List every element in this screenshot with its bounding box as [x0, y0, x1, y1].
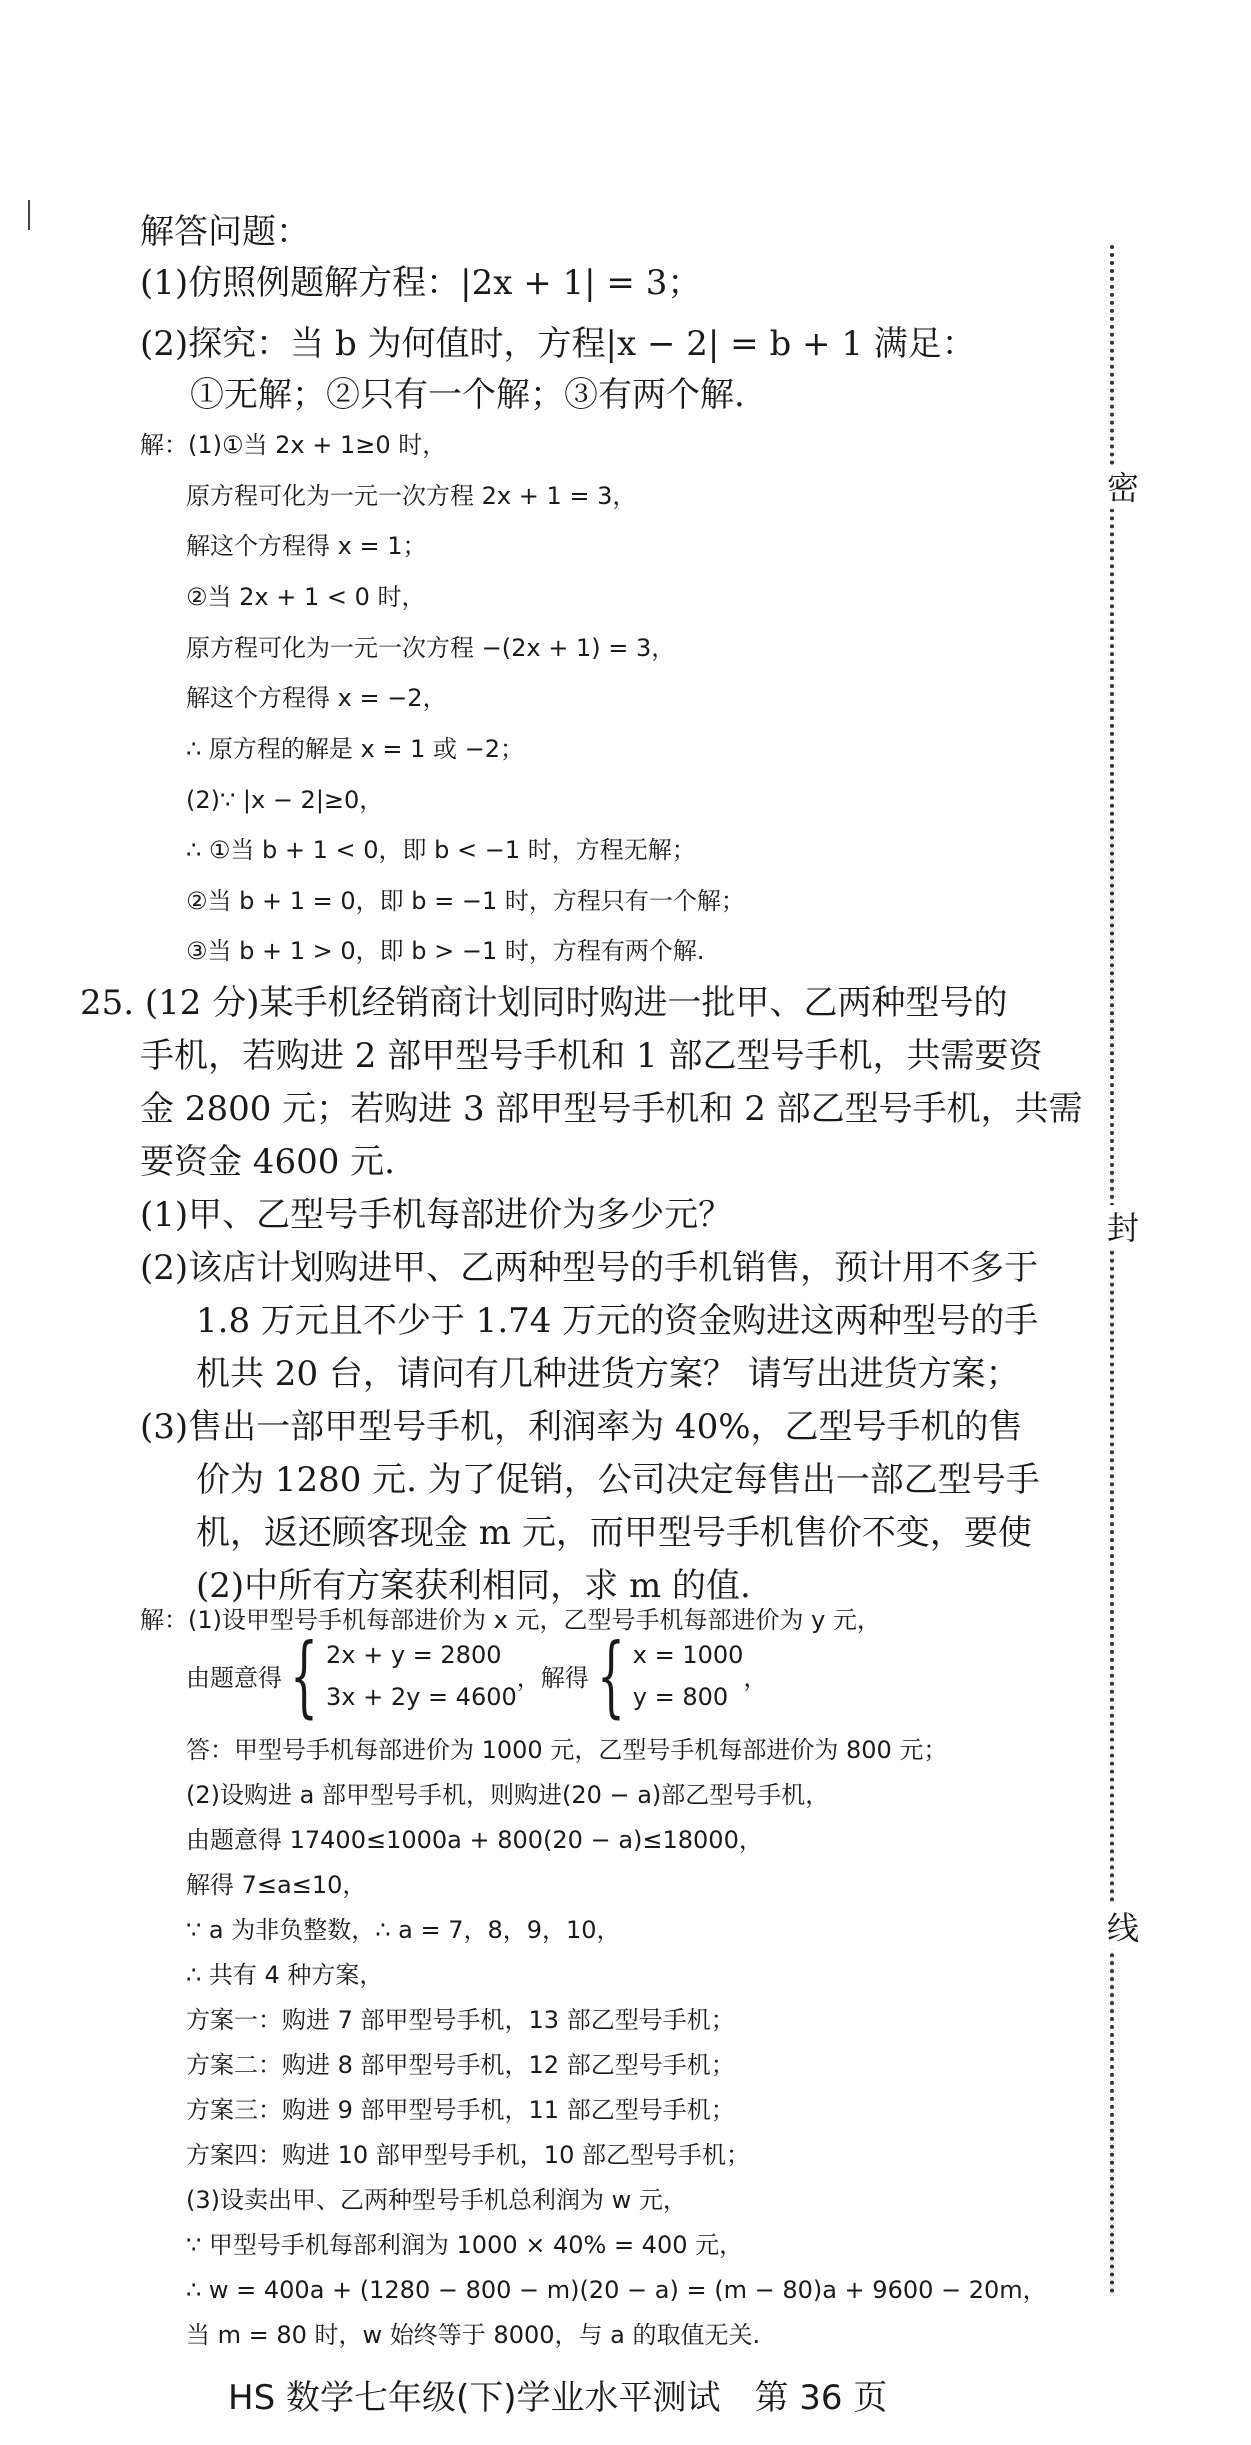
p25-solution-first: 解：(1)设甲型号手机每部进价为 x 元，乙型号手机每部进价为 y 元，: [140, 1606, 881, 1634]
problem25-line: 金 2800 元；若购进 3 部甲型号手机和 2 部乙型号手机，共需: [140, 1089, 1083, 1129]
p25-solution-line: ∵ 甲型号手机每部利润为 1000 × 40% = 400 元，: [186, 2231, 744, 2259]
system-eq1: 2x + y = 2800: [326, 1640, 502, 1669]
problem24-intro: 解答问题：: [140, 212, 310, 252]
p24-solution-line: 解这个方程得 x = −2，: [186, 684, 447, 712]
p25-solution-line: 答：甲型号手机每部进价为 1000 元，乙型号手机每部进价为 800 元；: [186, 1736, 948, 1764]
p25-solution-line: ∵ a 为非负整数，∴ a = 7，8，9，10，: [186, 1916, 621, 1944]
binding-mark-feng: 封: [1098, 1205, 1144, 1249]
problem25-line: 机共 20 台，请问有几种进货方案？ 请写出进货方案；: [196, 1354, 1020, 1394]
left-brace: {: [596, 1624, 625, 1727]
problem25-subq2: (2)该店计划购进甲、乙两种型号的手机销售，预计用不多于: [140, 1248, 1039, 1288]
system-results: [633, 1641, 744, 1711]
plan-four: 方案四：购进 10 部甲型号手机，10 部乙型号手机；: [186, 2141, 750, 2169]
page-footer: HS 数学七年级(下)学业水平测试 第 36 页: [228, 2378, 888, 2418]
binding-mark-mi: 密: [1098, 465, 1144, 509]
p24-solution-line: ②当 b + 1 = 0，即 b = −1 时，方程只有一个解；: [186, 887, 745, 915]
plan-two: 方案二：购进 8 部甲型号手机，12 部乙型号手机；: [186, 2051, 735, 2079]
p25-solution-line: 当 m = 80 时，w 始终等于 8000，与 a 的取值无关.: [186, 2321, 761, 2349]
problem25-subq1: (1)甲、乙型号手机每部进价为多少元？: [140, 1195, 733, 1235]
p24-solution-line: ∴ 原方程的解是 x = 1 或 −2；: [186, 735, 525, 763]
problem24-q2: (2)探究：当 b 为何值时，方程|x − 2| = b + 1 满足：: [140, 324, 976, 364]
problem25-line: 机，返还顾客现金 m 元，而甲型号手机售价不变，要使: [196, 1513, 1032, 1553]
p25-solution-line: (2)设购进 a 部甲型号手机，则购进(20 − a)部乙型号手机，: [186, 1781, 830, 1809]
binding-mark-xian: 线: [1098, 1905, 1144, 1949]
system-res2: y = 800: [632, 1682, 729, 1711]
p24-solution-line: 解：(1)①当 2x + 1≥0 时，: [140, 431, 447, 459]
p24-solution-line: (2)∵ |x − 2|≥0，: [186, 786, 384, 814]
p24-solution-line: 原方程可化为一元一次方程 −(2x + 1) = 3，: [186, 634, 676, 662]
plan-one: 方案一：购进 7 部甲型号手机，13 部乙型号手机；: [186, 2006, 735, 2034]
system-prefix: 由题意得: [186, 1664, 282, 1693]
p25-solution-line: ∴ w = 400a + (1280 − 800 − m)(20 − a) = (m − 80)a + 9600 − 20m，: [186, 2276, 1047, 2304]
system-equations: [326, 1641, 517, 1711]
problem25-subq3: (3)售出一部甲型号手机，利润率为 40%，乙型号手机的售: [140, 1407, 1023, 1447]
system-eq2: 3x + 2y = 4600: [326, 1682, 517, 1711]
p24-solution-line: 原方程可化为一元一次方程 2x + 1 = 3，: [186, 482, 637, 510]
problem25-line: 手机，若购进 2 部甲型号手机和 1 部乙型号手机，共需要资: [140, 1036, 1043, 1076]
p24-solution-line: 解这个方程得 x = 1；: [186, 532, 427, 560]
system-res1: x = 1000: [632, 1640, 744, 1669]
p24-solution-line: ∴ ①当 b + 1 < 0，即 b < −1 时，方程无解；: [186, 836, 696, 864]
p25-solution-line: 解得 7≤a≤10，: [186, 1871, 367, 1899]
plan-three: 方案三：购进 9 部甲型号手机，11 部乙型号手机；: [186, 2096, 735, 2124]
problem25-line: 价为 1280 元. 为了促销，公司决定每售出一部乙型号手: [196, 1460, 1040, 1500]
p25-solution-line: (3)设卖出甲、乙两种型号手机总利润为 w 元，: [186, 2186, 687, 2214]
binding-dotted-line: [1110, 245, 1114, 2295]
p24-solution-line: ②当 2x + 1 < 0 时，: [186, 583, 426, 611]
p24-solution-line: ③当 b + 1 > 0，即 b > −1 时，方程有两个解.: [186, 937, 705, 965]
problem25-line: 1.8 万元且不少于 1.74 万元的资金购进这两种型号的手: [196, 1301, 1039, 1341]
problem24-q1: (1)仿照例题解方程：|2x + 1| = 3；: [140, 263, 702, 303]
p25-solution-line: ∴ 共有 4 种方案，: [186, 1961, 384, 1989]
p25-solution-line: 由题意得 17400≤1000a + 800(20 − a)≤18000，: [186, 1826, 763, 1854]
left-brace: {: [290, 1624, 318, 1727]
system-suffix: ，: [743, 1664, 768, 1693]
margin-mark: [28, 200, 30, 230]
equation-system: [186, 1624, 768, 1727]
system-middle: ，解得: [516, 1664, 589, 1693]
problem24-q2-items: ①无解；②只有一个解；③有两个解.: [190, 375, 745, 415]
problem25-line: (2)中所有方案获利相同，求 m 的值.: [196, 1566, 751, 1606]
problem25-line: 25. (12 分)某手机经销商计划同时购进一批甲、乙两种型号的: [80, 983, 1008, 1023]
problem25-line: 要资金 4600 元.: [140, 1142, 395, 1182]
